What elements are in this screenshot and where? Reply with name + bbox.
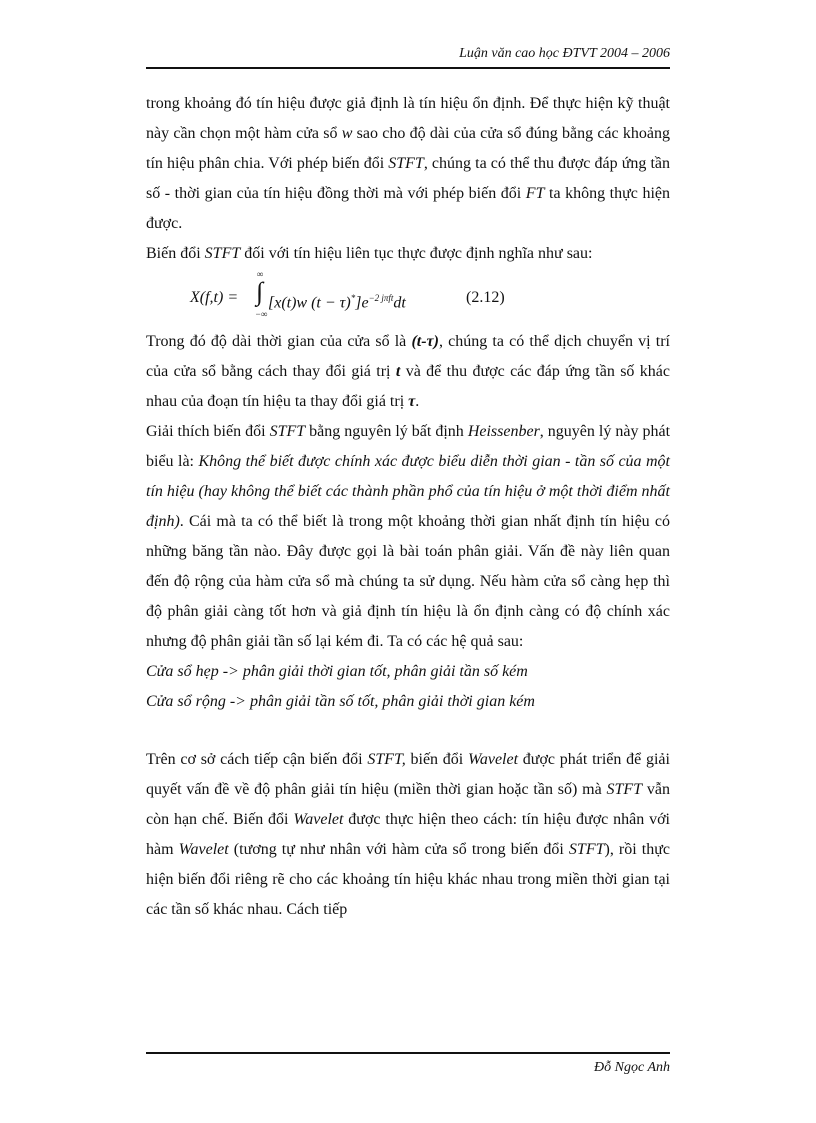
consequence-wide-window: Cửa sổ rộng -> phân giải tần số tốt, phân giải thời gian kém [146,693,535,710]
footer-rule [146,1052,670,1054]
paragraph-window-shift: Trong đó độ dài thời gian của cửa sổ là (t-τ), chúng ta có thể dịch chuyển vị trí của cửa sổ bằng cách thay đổi giá trị t và để thu được các đáp ứng tần số khác nhau của đoạn tín hiệu ta thay đổi giá trị τ. [146,333,671,410]
integral-lower-limit: −∞ [255,309,268,319]
equation-number: (2.12) [466,289,505,306]
running-header: Luận văn cao học ĐTVT 2004 – 2006 [459,46,670,61]
paragraph-gap [146,717,670,745]
paragraph-wavelet: Trên cơ sở cách tiếp cận biến đổi STFT, biến đổi Wavelet được phát triển để giải quyết vấn đề về độ phân giải tín hiệu (miền thời gian hoặc tần số) mà STFT vẫn còn hạn chế. Biến đổi Wavelet được thực hiện theo cách: tín hiệu được nhân với hàm Wavelet (tương tự như nhân với hàm cửa sổ trong biến đổi STFT), rồi thực hiện biến đổi riêng rẽ cho các khoảng tín hiệu khác nhau trong miền thời gian tại các tần số khác nhau. Cách tiếp [146,751,671,918]
integral-upper-limit: ∞ [257,269,264,279]
integral-sign: ∫ [256,277,264,306]
document-body [146,89,670,925]
paragraph-uncertainty: Giải thích biến đổi STFT bằng nguyên lý bất định Heissenber, nguyên lý này phát biểu là: Không thể biết được chính xác được biểu diễn thời gian - tần số của một tín hiệu (hay không thể biết các thành phần phổ của tín hiệu ở một thời điểm nhất định). Cái mà ta có thể biết là trong một khoảng thời gian nhất định tín hiệu có những băng tần nào. Đây được gọi là bài toán phân giải. Vấn đề này liên quan đến độ rộng của hàm cửa sổ mà chúng ta sử dụng. Nếu hàm cửa sổ càng hẹp thì độ phân giải càng tốt hơn và giả định tín hiệu là ổn định càng có độ chính xác nhưng độ phân giải tần số lại kém đi. Ta có các hệ quả sau: [146,423,671,650]
paragraph-stft-definition: Biến đổi STFT đối với tín hiệu liên tục thực được định nghĩa như sau: [146,245,593,262]
paragraph-stft-intro: trong khoảng đó tín hiệu được giả định là tín hiệu ổn định. Để thực hiện kỹ thuật này cần chọn một hàm cửa sổ w sao cho độ dài của cửa sổ đúng bằng các khoảng tín hiệu phân chia. Với phép biến đổi STFT, chúng ta có thể thu được đáp ứng tần số - thời gian của tín hiệu đồng thời mà với phép biến đổi FT ta không thực hiện được. [146,95,671,232]
running-footer: Đỗ Ngọc Anh [594,1060,670,1075]
equation-2-12 [146,269,670,327]
equation-rhs: [x(t)w $(t - \tau)^*]e^{-2 j\pi ft}dt$ [268,293,406,312]
equation-lhs: X(f,t) = [190,289,239,306]
consequence-narrow-window: Cửa sổ hẹp -> phân giải thời gian tốt, phân giải tần số kém [146,663,528,680]
header-rule [146,67,670,69]
